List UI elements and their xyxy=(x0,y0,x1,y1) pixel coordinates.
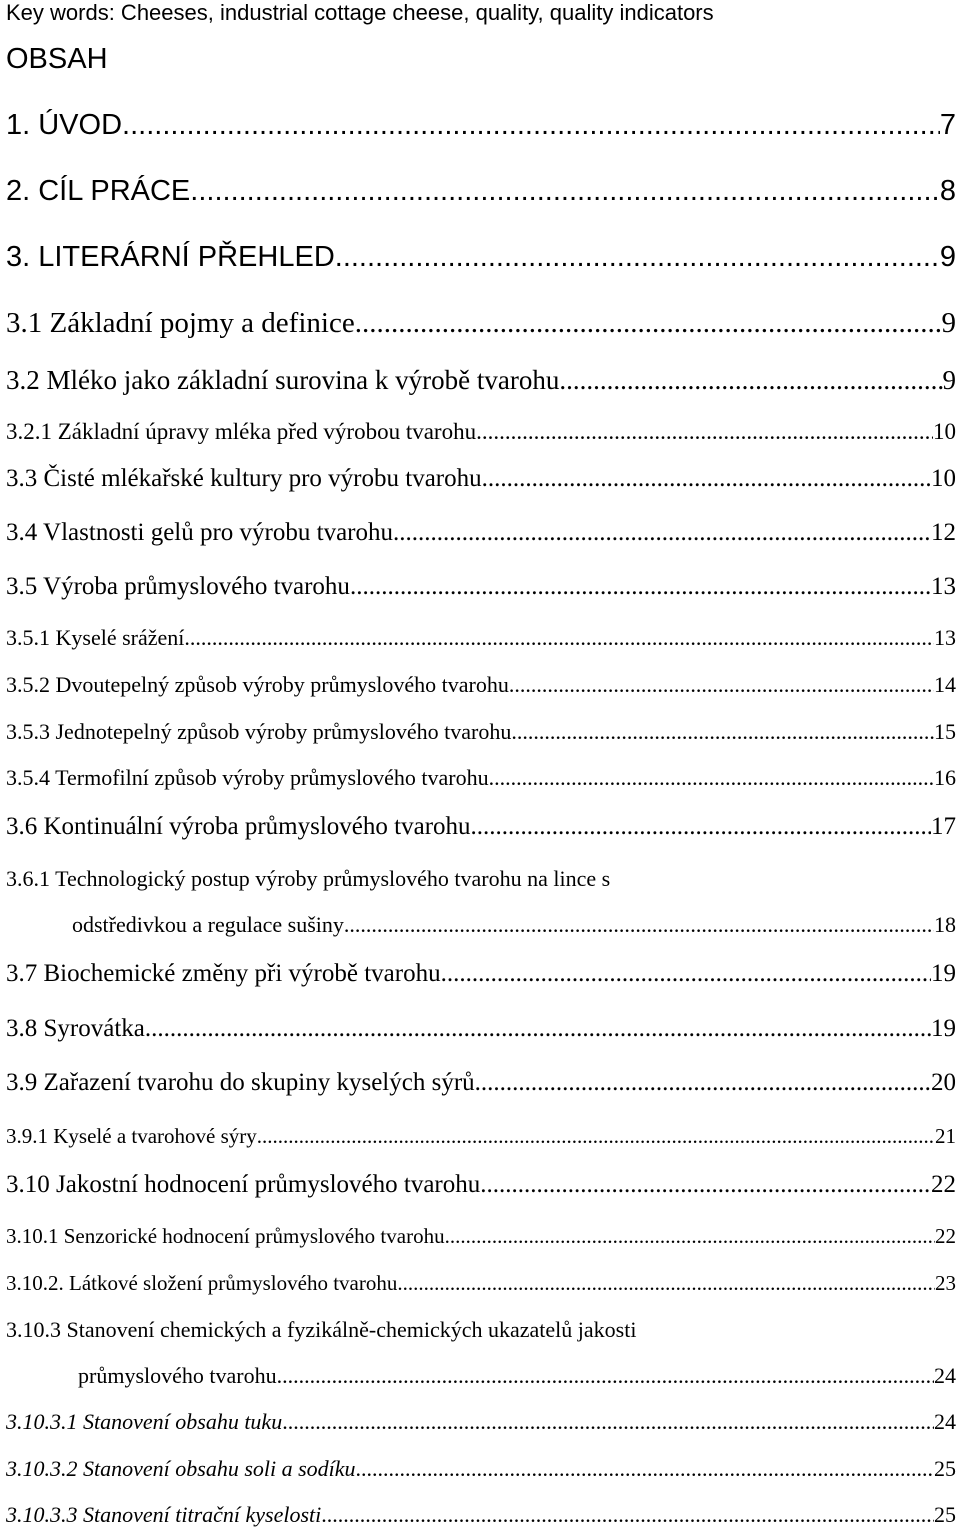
toc-entry-title: 3.9 Zařazení tvarohu do skupiny kyselých sýrů xyxy=(6,1069,475,1096)
toc-entry-3-8[interactable] xyxy=(6,1014,956,1044)
toc-entry-3-2[interactable] xyxy=(6,364,956,396)
dot-leader xyxy=(475,1068,931,1098)
toc-entry-page: 14 xyxy=(934,672,956,697)
toc-entry-page: 25 xyxy=(934,1456,956,1481)
toc-entry-3-5-3[interactable] xyxy=(6,719,956,745)
toc-entry-3-10-1[interactable] xyxy=(6,1223,956,1249)
toc-entry-page: 15 xyxy=(934,719,956,744)
dot-leader xyxy=(335,240,940,274)
dot-leader xyxy=(257,1123,935,1149)
toc-entry-title: 3.8 Syrovátka xyxy=(6,1015,145,1042)
toc-entry-page: 23 xyxy=(935,1271,956,1295)
toc-entry-page: 8 xyxy=(939,175,956,207)
toc-entry-page: 16 xyxy=(934,765,956,790)
toc-entry-title: 3.2 Mléko jako základní surovina k výrobě tvarohu xyxy=(6,365,560,395)
toc-entry-3-10-3[interactable] xyxy=(6,1317,636,1343)
dot-leader xyxy=(441,959,931,989)
toc-entry-3-1[interactable] xyxy=(6,306,956,340)
toc-entry-3-9[interactable] xyxy=(6,1068,956,1098)
toc-entry-3-5[interactable] xyxy=(6,572,956,602)
toc-entry-3-2-1[interactable] xyxy=(6,418,956,446)
dot-leader xyxy=(184,625,934,651)
toc-entry-page: 19 xyxy=(931,1015,956,1042)
toc-entry-page: 20 xyxy=(931,1069,956,1096)
toc-entry-title: odstředivkou a regulace sušiny xyxy=(72,912,344,937)
toc-entry-title: 3.10.2. Látkové složení průmyslového tvarohu xyxy=(6,1271,398,1295)
toc-entry-page: 9 xyxy=(939,241,956,273)
toc-entry-3-10[interactable] xyxy=(6,1170,956,1200)
toc-entry-title: 3.9.1 Kyselé a tvarohové sýry xyxy=(6,1124,257,1148)
toc-entry-3-10-3-1[interactable] xyxy=(6,1409,956,1435)
dot-leader xyxy=(489,765,934,791)
dot-leader xyxy=(355,306,942,340)
toc-entry-3-4[interactable] xyxy=(6,518,956,548)
dot-leader xyxy=(350,572,931,602)
toc-entry-page: 10 xyxy=(933,419,956,444)
toc-entry-title: 3.3 Čisté mlékařské kultury pro výrobu tvarohu xyxy=(6,465,482,492)
toc-entry-3-5-4[interactable] xyxy=(6,765,956,791)
toc-heading: OBSAH xyxy=(6,43,108,75)
toc-entry-title: 3.7 Biochemické změny při výrobě tvarohu xyxy=(6,960,441,987)
toc-entry-3-10-3-cont[interactable] xyxy=(78,1363,956,1389)
toc-entry-page: 9 xyxy=(942,365,956,395)
toc-entry-title: 3. LITERÁRNÍ PŘEHLED xyxy=(6,241,335,273)
toc-entry-3-5-1[interactable] xyxy=(6,625,956,651)
toc-entry-title: 3.5 Výroba průmyslového tvarohu xyxy=(6,573,350,600)
dot-leader xyxy=(511,719,934,745)
toc-entry-title: 3.6 Kontinuální výroba průmyslového tvarohu xyxy=(6,813,471,840)
toc-entry-cil-prace[interactable] xyxy=(6,174,956,208)
dot-leader xyxy=(282,1409,934,1435)
toc-entry-page: 9 xyxy=(941,307,956,339)
toc-entry-3-3[interactable] xyxy=(6,464,956,494)
toc-entry-uvod[interactable] xyxy=(6,108,956,142)
toc-entry-literarni-prehled[interactable] xyxy=(6,240,956,274)
dot-leader xyxy=(393,518,931,548)
toc-entry-page: 22 xyxy=(935,1224,956,1248)
toc-entry-title: 3.5.2 Dvoutepelný způsob výroby průmyslového tvarohu xyxy=(6,672,509,697)
dot-leader xyxy=(145,1014,931,1044)
toc-entry-page: 7 xyxy=(939,109,956,141)
toc-entry-page: 13 xyxy=(934,625,956,650)
toc-entry-title: průmyslového tvarohu xyxy=(78,1363,277,1388)
toc-entry-page: 22 xyxy=(931,1171,956,1198)
dot-leader xyxy=(321,1502,934,1528)
dot-leader xyxy=(356,1456,934,1482)
toc-entry-title: 2. CÍL PRÁCE xyxy=(6,175,191,207)
toc-entry-title: 3.4 Vlastnosti gelů pro výrobu tvarohu xyxy=(6,519,393,546)
toc-entry-3-9-1[interactable] xyxy=(6,1123,956,1149)
toc-entry-title: 3.5.1 Kyselé srážení xyxy=(6,625,185,650)
toc-entry-title: 3.10.1 Senzorické hodnocení průmyslového tvarohu xyxy=(6,1224,445,1248)
toc-entry-3-5-2[interactable] xyxy=(6,672,956,698)
toc-entry-page: 10 xyxy=(931,465,956,492)
toc-entry-page: 21 xyxy=(935,1124,956,1148)
dot-leader xyxy=(480,1170,931,1200)
dot-leader xyxy=(344,912,934,938)
toc-entry-title: 1. ÚVOD xyxy=(6,109,123,141)
toc-entry-title: 3.10.3.1 Stanovení obsahu tuku xyxy=(6,1409,283,1434)
toc-entry-page: 13 xyxy=(931,573,956,600)
toc-entry-title: 3.10.3.2 Stanovení obsahu soli a sodíku xyxy=(6,1456,356,1481)
toc-entry-3-6[interactable] xyxy=(6,812,956,842)
toc-entry-page: 19 xyxy=(931,960,956,987)
toc-entry-3-7[interactable] xyxy=(6,959,956,989)
toc-entry-title: 3.5.4 Termofilní způsob výroby průmyslového tvarohu xyxy=(6,765,489,790)
toc-entry-3-6-1-cont[interactable] xyxy=(72,912,956,938)
dot-leader xyxy=(476,418,933,446)
dot-leader xyxy=(122,108,940,142)
toc-entry-3-6-1[interactable] xyxy=(6,866,610,892)
toc-entry-page: 17 xyxy=(931,813,956,840)
toc-entry-title: 3.1 Základní pojmy a definice xyxy=(6,307,355,339)
dot-leader xyxy=(277,1363,934,1389)
toc-entry-3-10-3-3[interactable] xyxy=(6,1502,956,1528)
dot-leader xyxy=(190,174,940,208)
dot-leader xyxy=(482,464,931,494)
toc-entry-page: 18 xyxy=(934,912,956,937)
dot-leader xyxy=(471,812,931,842)
keywords-line: Key words: Cheeses, industrial cottage cheese, quality, quality indicators xyxy=(6,0,714,25)
toc-entry-page: 24 xyxy=(934,1409,956,1434)
toc-entry-page: 12 xyxy=(931,519,956,546)
dot-leader xyxy=(445,1223,935,1249)
dot-leader xyxy=(509,672,934,698)
toc-entry-title: 3.10.3 Stanovení chemických a fyzikálně-chemických ukazatelů jakosti xyxy=(6,1317,637,1342)
toc-entry-page: 24 xyxy=(934,1363,956,1388)
toc-entry-3-10-2[interactable] xyxy=(6,1270,956,1296)
toc-entry-title: 3.10 Jakostní hodnocení průmyslového tvarohu xyxy=(6,1171,481,1198)
toc-entry-title: 3.5.3 Jednotepelný způsob výroby průmyslového tvarohu xyxy=(6,719,512,744)
toc-entry-title: 3.2.1 Základní úpravy mléka před výrobou tvarohu xyxy=(6,419,477,444)
toc-entry-title: 3.10.3.3 Stanovení titrační kyselosti xyxy=(6,1502,322,1527)
toc-entry-3-10-3-2[interactable] xyxy=(6,1456,956,1482)
dot-leader xyxy=(559,364,942,396)
toc-entry-page: 25 xyxy=(934,1502,956,1527)
toc-entry-title: 3.6.1 Technologický postup výroby průmyslového tvarohu na lince s xyxy=(6,866,611,891)
dot-leader xyxy=(397,1270,935,1296)
